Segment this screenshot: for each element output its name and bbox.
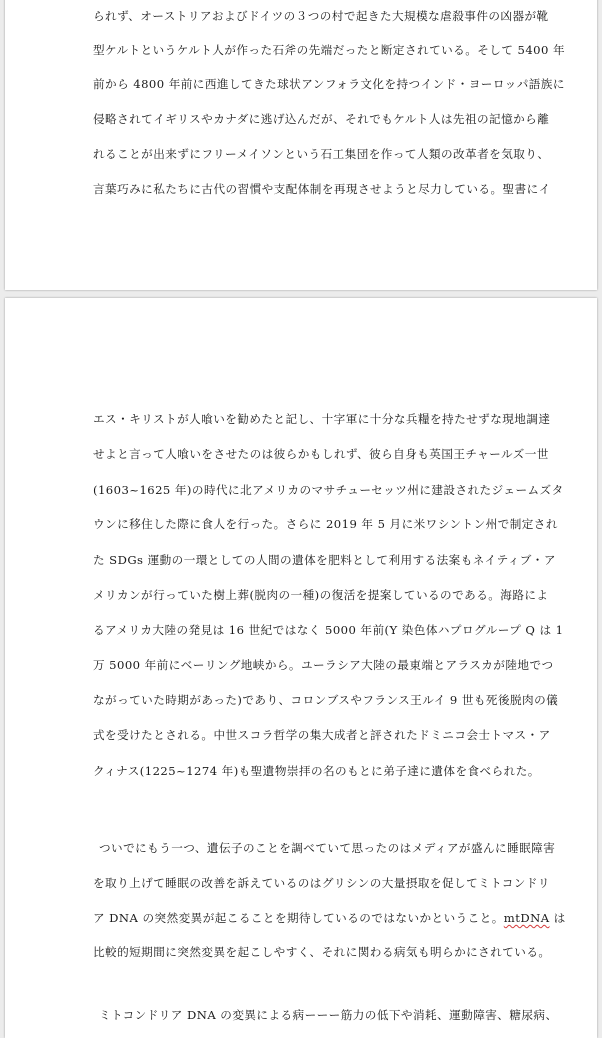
text-line: ウンに移住した際に食人を行った。さらに 2019 年 5 月に米ワシントン州で制定され xyxy=(93,517,558,531)
text-line: 比較的短期間に突然変異を起こしやすく、それに関わる病気も明らかにされている。 xyxy=(93,945,551,959)
text-line: 前から 4800 年前に西進してきた球状アンフォラ文化を持つインド・ヨーロッパ語族に xyxy=(93,77,565,91)
spellcheck-flagged-word[interactable]: mtDNA xyxy=(503,911,550,925)
text-line: られず、オーストリアおよびドイツの３つの村で起きた大規模な虐殺事件の凶器が靴 xyxy=(93,9,549,23)
text-line: 万 5000 年前にベーリング地峡から。ユーラシア大陸の最東端とアラスカが陸地でつ xyxy=(93,658,554,672)
text-line: を取り上げて睡眠の改善を訴えているのはグリシンの大量摂取を促してミトコンドリ xyxy=(93,876,550,890)
text-line: メリカンが行っていた樹上葬(脱肉の一種)の復活を提案しているのである。海路によ xyxy=(93,588,549,602)
text-line: 言葉巧みに私たちに古代の習慣や支配体制を再現させようと尽力している。聖書にイ xyxy=(93,182,551,196)
text-line: ながっていた時期があった)であり、コロンブスやフランス王ルイ 9 世も死後脱肉の儀 xyxy=(93,693,559,707)
text-line: エス・キリストが人喰いを勧めたと記し、十字軍に十分な兵糧を持たせずな現地調達 xyxy=(93,412,551,426)
text-line: ミトコンドリア DNA の変異による病ーーー筋力の低下や消耗、運動障害、糖尿病、 xyxy=(99,1008,558,1022)
text-line: れることが出来ずにフリーメイソンという石工集団を作って人類の改革者を気取り、 xyxy=(93,147,550,161)
text-line-with-spellcheck xyxy=(93,910,566,926)
text-line: 式を受けたとされる。中世スコラ哲学の集大成者と評されたドミニコ会士トマス・ア xyxy=(93,728,551,742)
text-line: 侵略されてイギリスやカナダに逃げ込んだが、それでもケルト人は先祖の記憶から離 xyxy=(93,112,550,126)
text-line: ついでにもう一つ、遺伝子のことを調べていて思ったのはメディアが盛んに睡眠障害 xyxy=(99,841,556,855)
text-line: 型ケルトというケルト人が作った石斧の先端だったと断定されている。そして 5400 年 xyxy=(93,43,565,57)
text-segment: は xyxy=(549,911,566,925)
document-page-1 xyxy=(5,0,597,290)
text-line: た SDGs 運動の一環としての人間の遺体を肥料として利用する法案もネイティブ・ア xyxy=(93,553,556,567)
text-line: (1603~1625 年)の時代に北アメリカのマサチューセッツ州に建設されたジェームズタ xyxy=(93,483,564,497)
text-line: クィナス(1225~1274 年)も聖遺物崇拝の名のもとに弟子達に遺体を食べられた。 xyxy=(93,764,540,778)
text-line: るアメリカ大陸の発見は 16 世紀ではなく 5000 年前(Y 染色体ハプログループ Q は 1 xyxy=(93,623,564,637)
document-page-2 xyxy=(5,298,597,1038)
text-line: せよと言って人喰いをさせたのは彼らかもしれず、彼ら自身も英国王チャールズ一世 xyxy=(93,447,549,461)
text-segment: ア DNA の突然変異が起こることを期待しているのではないかということ。 xyxy=(93,911,504,925)
